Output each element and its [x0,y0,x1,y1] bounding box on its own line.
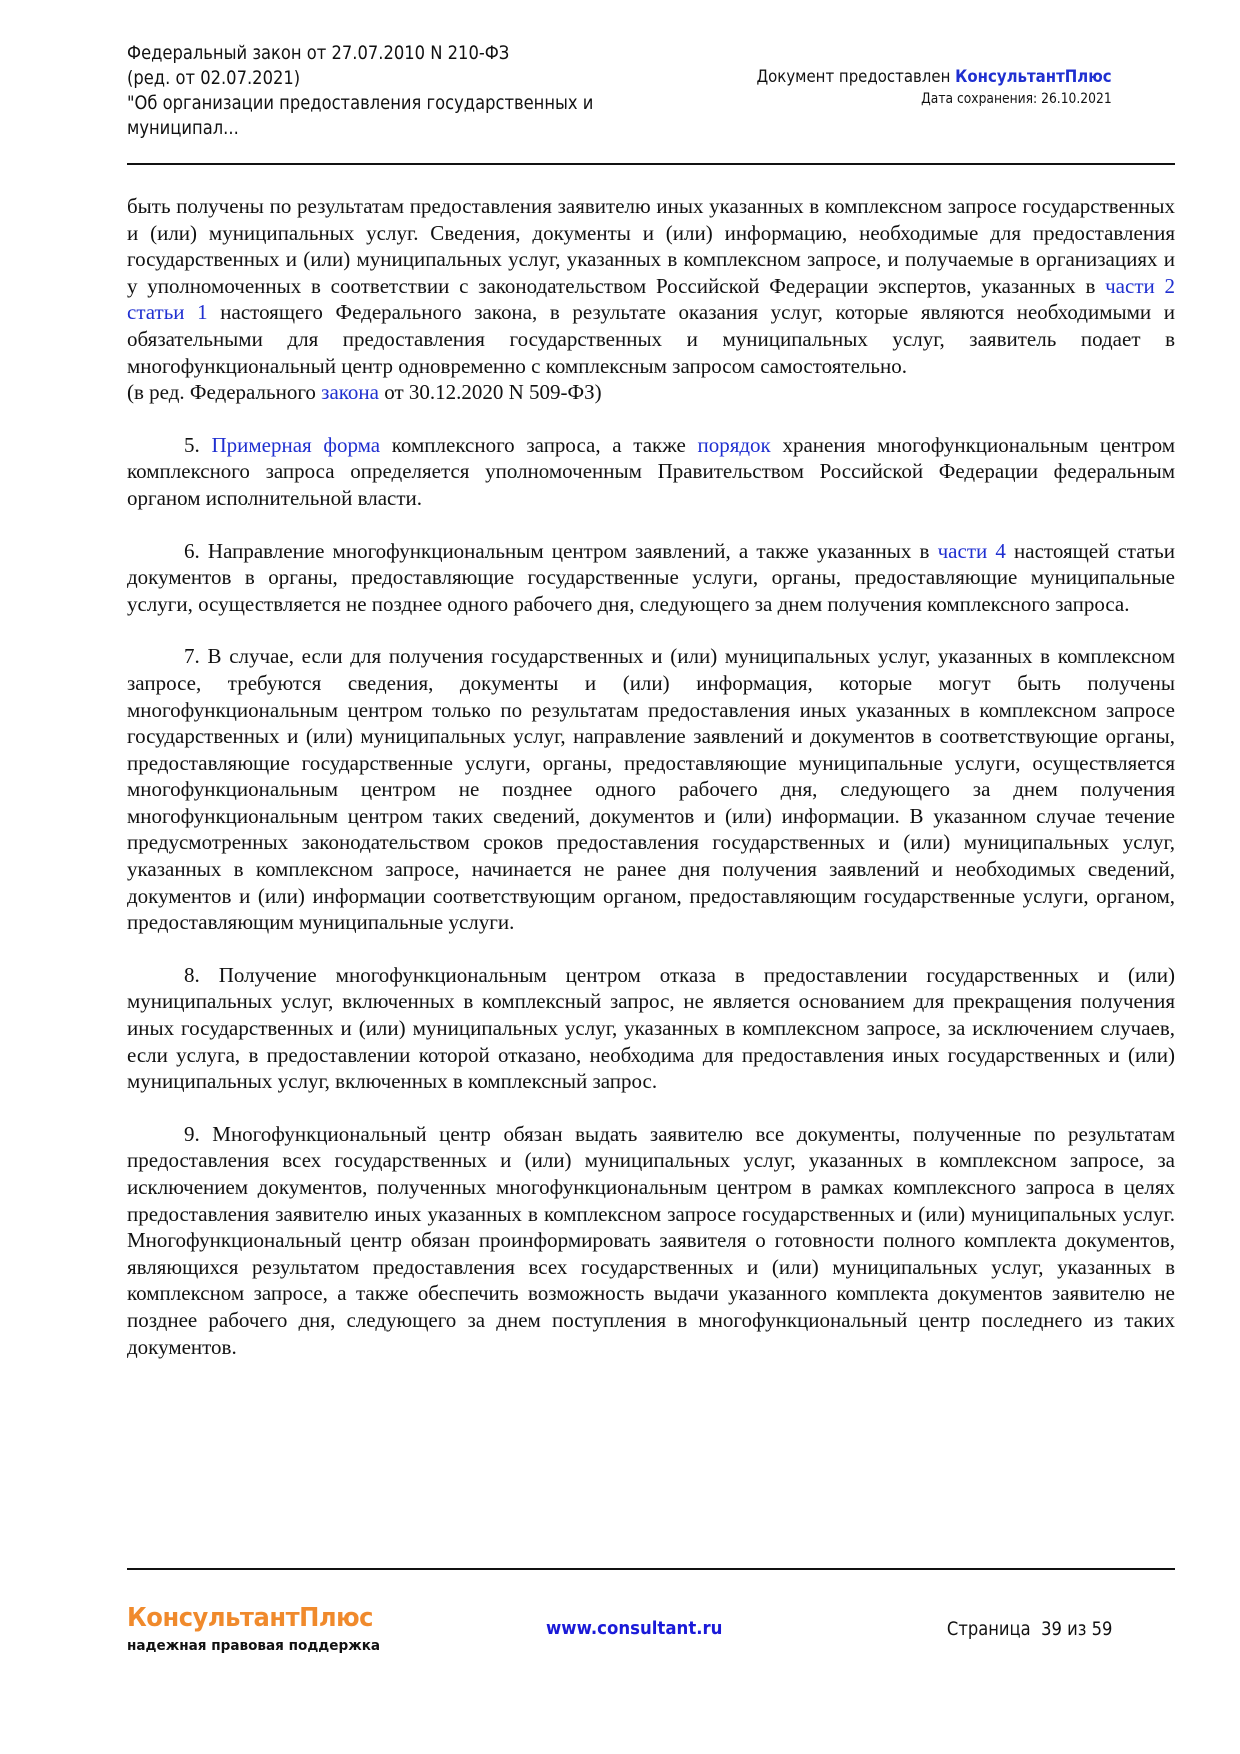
page-label: Страница [946,1618,1031,1640]
document-title-block [127,41,609,141]
document-title-line: муниципал... [127,117,239,139]
link-part-4[interactable]: части 4 [937,538,1006,563]
header-divider [127,163,1175,165]
paragraph-6 [127,538,1175,618]
amendment-note [127,379,1175,406]
paragraph-9: 9. Многофункциональный центр обязан выдать заявителю все документы, полученные по результатам предоставления всех государственных и (или) муниципальных услуг, указанных в комплексном запросе, за исключением документов, полученных многофункциональным центром в рамках комплексного запроса в целях предоставления заявителю иных указанных в комплексном запросе государственных и (или) муниципальных услуг. Многофункциональный центр обязан проинформировать заявителя о готовности полного комплекта документов, являющихся результатом предоставления всех государственных и (или) муниципальных услуг, указанных в комплексном запросе, а также обеспечить возможность выдачи указанного комплекта документов заявителю не позднее рабочего дня, следующего за днем поступления в многофункциональный центр последнего из таких документов. [127,1121,1175,1359]
paragraph-text: хранения многофункциональным центром комплексного запроса определяется уполномоченным Правительством Российской Федерации федеральным органом исполнительной власти. [127,432,1175,510]
paragraph-continuation [127,193,1175,379]
provider-info [708,66,1112,110]
logo-tagline: надежная правовая поддержка [127,1638,381,1654]
document-title-line: "Об организации предоставления государственных и [127,92,594,114]
paragraph-8: 8. Получение многофункциональным центром отказа в предоставлении государственных и (или) муниципальных услуг, включенных в комплексный запрос, не является основанием для прекращения получения иных государственных и (или) муниципальных услуг, указанных в комплексном запросе, за исключением случаев, если услуга, в предоставлении которой отказано, необходима для предоставления иных государственных и (или) муниципальных услуг, включенных в комплексный запрос. [127,962,1175,1094]
provider-brand: КонсультантПлюс [955,67,1112,87]
paragraph-text: настоящей статьи документов в органы, предоставляющие государственные услуги, органы, предоставляющие муниципальные услуги, осуществляется не позднее одного рабочего дня, следующего за днем получения комплексного запроса. [127,538,1176,616]
paragraph-text: комплексного запроса, а также [380,432,698,457]
link-law[interactable]: закона [321,380,379,405]
paragraph-number: 5. [184,432,212,457]
save-date: Дата сохранения: 26.10.2021 [921,91,1112,107]
paragraph-5 [127,432,1175,512]
provided-by-label: Документ предоставлен [756,67,956,87]
paragraph-text: 6. Направление многофункциональным центром заявлений, а также указанных в [184,538,938,563]
paragraph-7: 7. В случае, если для получения государственных и (или) муниципальных услуг, указанных в комплексном запросе, требуются сведения, документы и (или) информация, которые могут быть получены многофункциональным центром только по результатам предоставления иных указанных в комплексном запросе государственных и (или) муниципальных услуг, направление заявлений и документов в соответствующие органы, предоставляющие государственные услуги, органы, предоставляющие муниципальные услуги, осуществляется многофункциональным центром не позднее одного рабочего дня, следующего за днем получения многофункциональным центром таких сведений, документов и (или) информации. В указанном случае течение предусмотренных законодательством сроков предоставления государственных и (или) муниципальных услуг, указанных в комплексном запросе, начинается не ранее дня получения заявлений и необходимых сведений, документов и (или) информации соответствующим органом, предоставляющим государственные услуги, органом, предоставляющим муниципальные услуги. [127,644,1175,935]
provided-by [757,66,1112,88]
page-total: 59 [1091,1618,1112,1640]
link-part-2-article-1[interactable]: части 2 статьи 1 [127,273,1175,325]
page-of: из [1066,1618,1086,1640]
paragraph-text: настоящего Федерального закона, в результате оказания услуг, которые являются необходимыми и обязательными для предоставления государственных и муниципальных услуг, заявитель подает в многофункциональный центр одновременно с комплексным запросом самостоятельно. [127,300,1175,378]
amendment-text: от 30.12.2020 N 509-ФЗ) [378,380,602,405]
document-body [127,193,1175,1360]
page-counter [947,1618,1112,1640]
amendment-text: (в ред. Федерального [127,380,322,405]
document-title-line: (ред. от 02.07.2021) [127,67,301,89]
consultant-logo: КонсультантПлюс [127,1603,374,1633]
page-current: 39 [1040,1618,1062,1640]
link-sample-form[interactable]: Примерная форма [211,432,381,457]
footer-divider [127,1568,1175,1570]
paragraph-text: быть получены по результатам предоставления заявителю иных указанных в комплексном запросе государственных и (или) муниципальных услуг. Сведения, документы и (или) информацию, необходимые для предоставления государственных и (или) муниципальных услуг, указанных в комплексном запросе, и получаемые в организациях и у уполномоченных в соответствии с законодательством Российской Федерации экспертов, указанных в [127,194,1175,298]
document-title-line: Федеральный закон от 27.07.2010 N 210-ФЗ [127,42,510,64]
website-link[interactable]: www.consultant.ru [546,1618,723,1639]
link-procedure[interactable]: порядок [697,432,771,457]
